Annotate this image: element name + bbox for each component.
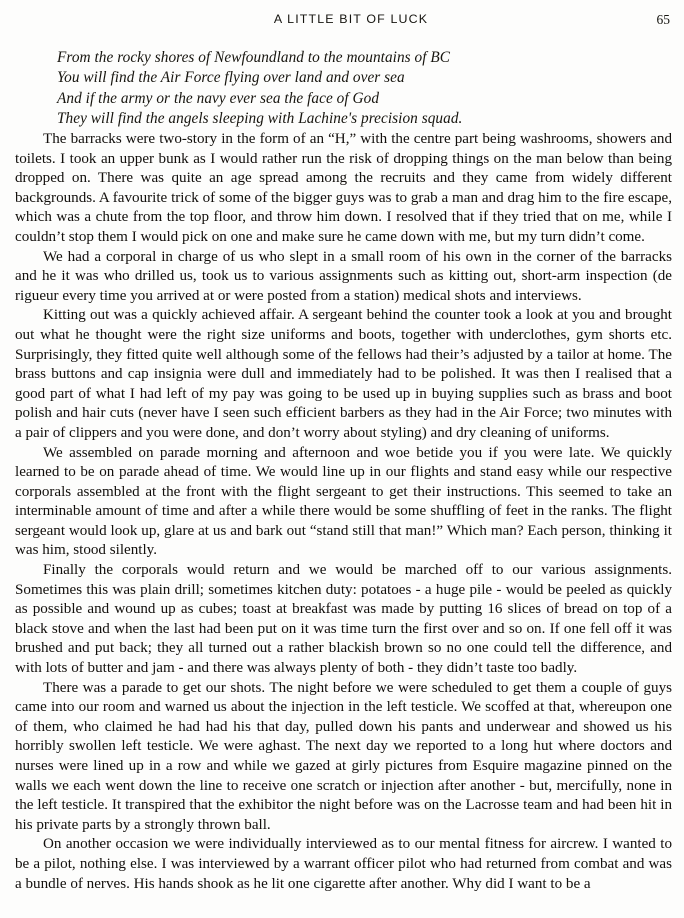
epigraph-verse (57, 48, 617, 130)
page-number: 65 (656, 12, 670, 27)
body-paragraph: The barracks were two-story in the form of an “H,” with the centre part being washrooms, showers and toilets. I took an upper bunk as I would rather run the risk of dropping things on the man below than being dropped on. There was quite an age spread among the recruits and they came from widely different backgrounds. A favourite trick of some of the bigger guys was to grab a man and drag him to the fire escape, which was a chute from the top floor, and throw him down. I resolved that if they tried that on me, while I couldn’t stop them I would pick on one and make sure he came down with me, but my turn didn’t come. (15, 131, 672, 245)
body-paragraph: There was a parade to get our shots. The night before we were scheduled to get them a couple of guys came into our room and warned us about the injection in the left testicle. We scoffed at that, whereupon one of them, who claimed he had had his that day, pulled down his pants and underwear and showed us his horribly swollen left testicle. We were aghast. The next day we reported to a long hut where doctors and nurses were lined up in a row and while we gazed at girly pictures from Esquire magazine pinned on the walls we each went down the line to receive one scratch or injection after another - but, mercifully, none in the left testicle. It transpired that the exhibitor the night before was on the Lacrosse team and had been hit in his private parts by a strongly thrown ball. (15, 679, 672, 833)
body-text (15, 130, 672, 894)
verse-line: They will find the angels sleeping with Lachine's precision squad. (57, 110, 463, 128)
body-paragraph: We had a corporal in charge of us who slept in a small room of his own in the corner of the barracks and he it was who drilled us, took us to various assignments such as kitting out, short-arm inspection (de rigueur every time you arrived at or were posted from a station) medical shots and interviews. (15, 248, 672, 304)
running-head (0, 12, 684, 32)
verse-line: You will find the Air Force flying over land and over sea (57, 69, 405, 87)
verse-line: From the rocky shores of Newfoundland to the mountains of BC (57, 49, 451, 66)
body-paragraph: Finally the corporals would return and we would be marched off to our various assignments. Sometimes this was plain drill; sometimes kitchen duty: potatoes - a huge pile - would be peeled as quickly as possible and wound up as cubes; toast at breakfast was made by putting 16 slices of bread on top of a black stove and when the last had been put on it was time turn the first over and so on. If one fell off it was brushed and put back; they all turned out a rather blackish brown so no one could tell the difference, and with lots of butter and jam - and there was always plenty of both - they didn’t taste too badly. (15, 562, 672, 677)
body-paragraph: On another occasion we were individually interviewed as to our mental fitness for aircrew. I wanted to be a pilot, nothing else. I was interviewed by a warrant officer pilot who had returned from combat and was a bundle of nerves. His hands shook as he lit one cigarette after another. Why did I want to be a (15, 836, 672, 892)
body-paragraph: We assembled on parade morning and afternoon and woe betide you if you were late. We quickly learned to be on parade ahead of time. We would line up in our flights and stand easy while our respective corporals assembled at the front with the flight sergeant to get their instructions. This seemed to take an interminable amount of time and after a while there would be some shuffling of feet in the ranks. The flight sergeant would look up, glare at us and bark out “stand still that man!” Which man? Each person, thinking it was him, stood silently. (15, 444, 672, 559)
verse-line: And if the army or the navy ever sea the face of God (57, 89, 380, 107)
body-paragraph: Kitting out was a quickly achieved affair. A sergeant behind the counter took a look at you and brought out what he thought were the right size uniforms and boots, together with underclothes, gym shorts etc. Surprisingly, they fitted quite well although some of the fellows had their’s adjusted by a tailor at home. The brass buttons and cap insignia were dull and immediately had to be polished. It was then I realised that a good part of what I had left of my pay was going to be used up in buying supplies such as brass and boot polish and hair cuts (never have I seen such efficient barbers as they had in the Air Force; two minutes with a pair of clippers and you were done, and don’t worry about styling) and dry cleaning of uniforms. (15, 307, 672, 441)
running-title: A LITTLE BIT OF LUCK (273, 12, 429, 26)
